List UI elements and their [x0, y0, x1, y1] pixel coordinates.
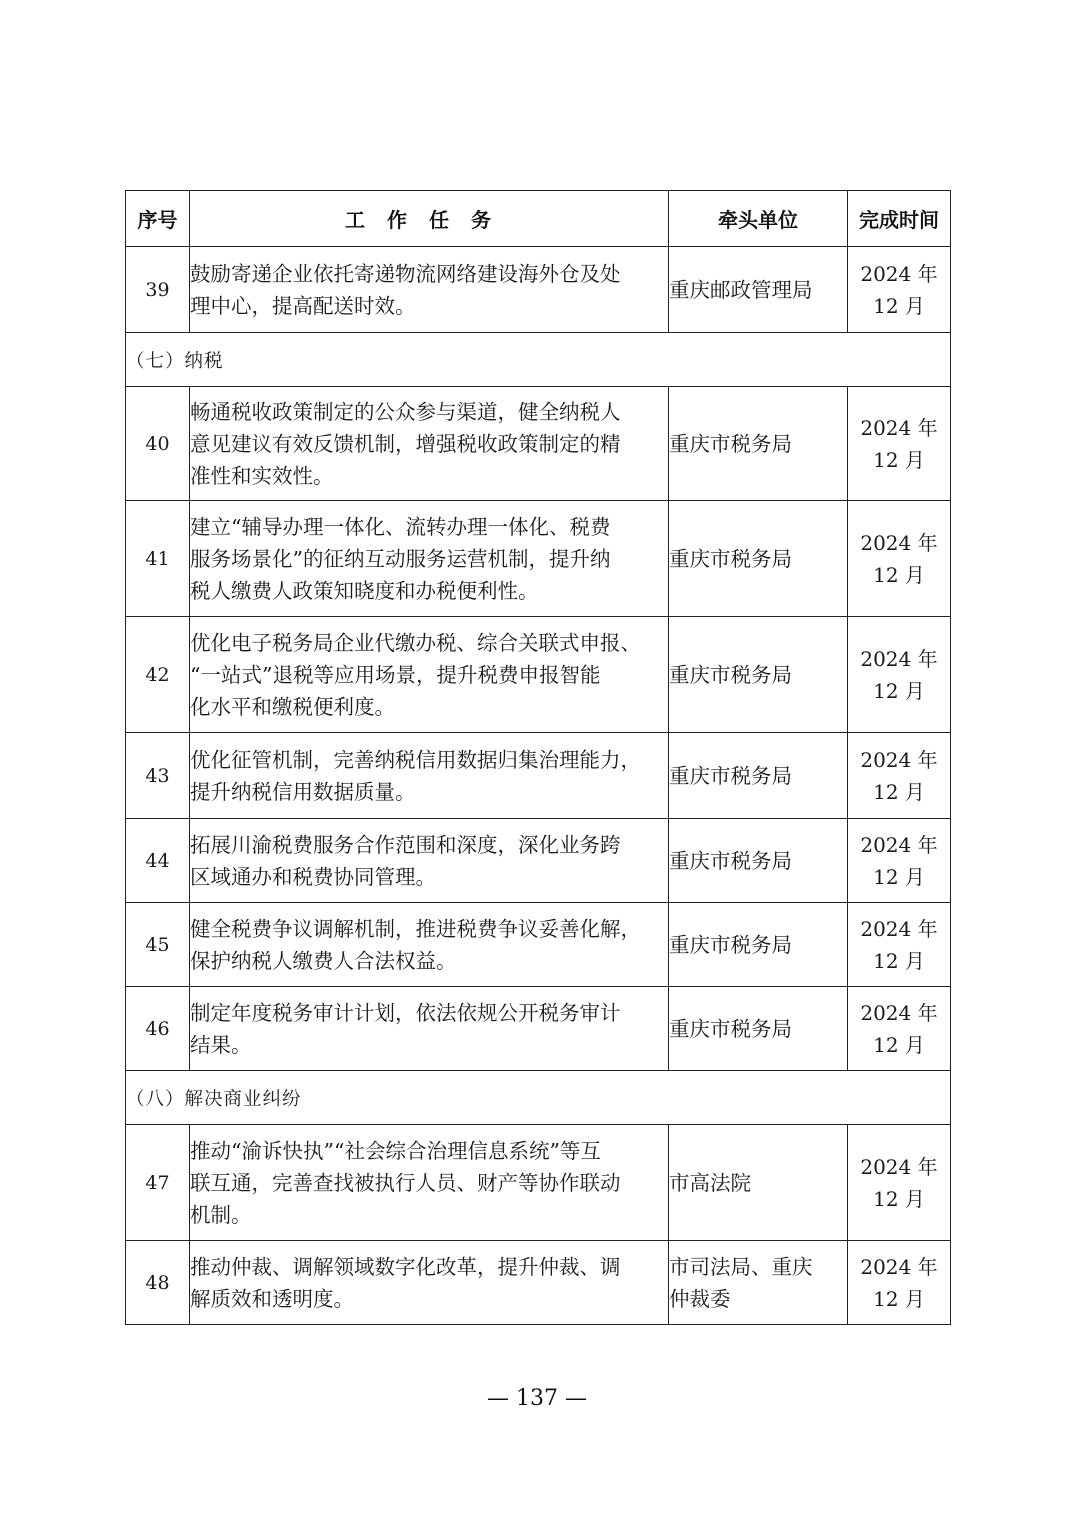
completion-time	[848, 819, 951, 903]
task-description	[190, 387, 669, 501]
completion-time-line: 12 月	[873, 1186, 925, 1211]
task-line: 保护纳税人缴费人合法权益。	[190, 948, 457, 973]
lead-unit-line: 市高法院	[669, 1170, 751, 1195]
task-description	[190, 819, 669, 903]
task-line: 化水平和缴税便利度。	[190, 694, 395, 719]
row-number: 43	[126, 733, 190, 819]
completion-time-line: 12 月	[873, 678, 925, 703]
completion-time	[848, 501, 951, 617]
completion-time-line: 2024 年	[860, 1254, 938, 1279]
task-line: 机制。	[190, 1202, 252, 1227]
lead-unit-line: 重庆市税务局	[669, 546, 792, 571]
task-line: 意见建议有效反馈机制，增强税收政策制定的精	[190, 431, 621, 456]
task-line: 拓展川渝税费服务合作范围和深度，深化业务跨	[190, 832, 621, 857]
completion-time-line: 12 月	[873, 1286, 925, 1311]
row-number: 39	[126, 247, 190, 333]
table-body	[126, 247, 951, 1325]
completion-time	[848, 387, 951, 501]
lead-unit	[669, 501, 848, 617]
lead-unit	[669, 733, 848, 819]
task-line: 推动“渝诉快执”“社会综合治理信息系统”等互	[190, 1138, 601, 1163]
row-number: 44	[126, 819, 190, 903]
completion-time-line: 2024 年	[860, 916, 938, 941]
table-row	[126, 247, 951, 333]
lead-unit	[669, 987, 848, 1071]
table-row	[126, 617, 951, 733]
header-lead: 牵头单位	[669, 191, 848, 247]
completion-time-line: 12 月	[873, 562, 925, 587]
task-description	[190, 501, 669, 617]
completion-time-line: 2024 年	[860, 646, 938, 671]
task-line: 健全税费争议调解机制，推进税费争议妥善化解，	[190, 916, 641, 941]
task-description	[190, 1241, 669, 1325]
task-line: 畅通税收政策制定的公众参与渠道，健全纳税人	[190, 399, 621, 424]
task-line: 服务场景化”的征纳互动服务运营机制，提升纳	[190, 546, 611, 571]
task-line: 准性和实效性。	[190, 463, 334, 488]
table-row	[126, 903, 951, 987]
completion-time	[848, 987, 951, 1071]
lead-unit-line: 仲裁委	[669, 1286, 731, 1311]
lead-unit-line: 重庆市税务局	[669, 1016, 792, 1041]
completion-time-line: 12 月	[873, 779, 925, 804]
lead-unit-line: 重庆市税务局	[669, 848, 792, 873]
row-number: 42	[126, 617, 190, 733]
lead-unit-line: 重庆市税务局	[669, 662, 792, 687]
table-row	[126, 501, 951, 617]
completion-time-line: 2024 年	[860, 747, 938, 772]
lead-unit	[669, 1125, 848, 1241]
completion-time-line: 2024 年	[860, 415, 938, 440]
completion-time-line: 2024 年	[860, 1154, 938, 1179]
task-line: 解质效和透明度。	[190, 1286, 354, 1311]
task-line: 联互通，完善查找被执行人员、财产等协作联动	[190, 1170, 621, 1195]
table-row	[126, 733, 951, 819]
table-row	[126, 1125, 951, 1241]
task-line: 理中心，提高配送时效。	[190, 293, 416, 318]
page-number: — 137 —	[487, 1386, 587, 1411]
task-line: 建立“辅导办理一体化、流转办理一体化、税费	[190, 514, 611, 539]
completion-time	[848, 1125, 951, 1241]
task-description	[190, 1125, 669, 1241]
lead-unit	[669, 903, 848, 987]
completion-time	[848, 247, 951, 333]
task-line: 提升纳税信用数据质量。	[190, 779, 416, 804]
task-description	[190, 733, 669, 819]
task-line: 结果。	[190, 1032, 252, 1057]
header-time: 完成时间	[848, 191, 951, 247]
task-description	[190, 617, 669, 733]
table-row	[126, 387, 951, 501]
lead-unit	[669, 247, 848, 333]
completion-time-line: 2024 年	[860, 832, 938, 857]
completion-time-line: 2024 年	[860, 530, 938, 555]
table-row	[126, 987, 951, 1071]
row-number: 48	[126, 1241, 190, 1325]
completion-time	[848, 617, 951, 733]
section-label: （八）解决商业纠纷	[126, 1071, 951, 1125]
section-label: （七）纳税	[126, 333, 951, 387]
row-number: 45	[126, 903, 190, 987]
task-line: 推动仲裁、调解领域数字化改革，提升仲裁、调	[190, 1254, 621, 1279]
header-no: 序号	[126, 191, 190, 247]
completion-time	[848, 903, 951, 987]
completion-time-line: 2024 年	[860, 261, 938, 286]
row-number: 47	[126, 1125, 190, 1241]
lead-unit	[669, 1241, 848, 1325]
task-line: 区域通办和税费协同管理。	[190, 864, 436, 889]
section-row	[126, 1071, 951, 1125]
task-table	[125, 190, 951, 1325]
lead-unit-line: 重庆市税务局	[669, 763, 792, 788]
completion-time	[848, 1241, 951, 1325]
task-line: 制定年度税务审计计划，依法依规公开税务审计	[190, 1000, 621, 1025]
lead-unit	[669, 387, 848, 501]
section-row	[126, 333, 951, 387]
lead-unit-line: 重庆市税务局	[669, 932, 792, 957]
table-row	[126, 1241, 951, 1325]
completion-time	[848, 733, 951, 819]
completion-time-line: 12 月	[873, 447, 925, 472]
completion-time-line: 2024 年	[860, 1000, 938, 1025]
task-line: 税人缴费人政策知晓度和办税便利性。	[190, 578, 539, 603]
lead-unit	[669, 819, 848, 903]
table-row	[126, 819, 951, 903]
lead-unit	[669, 617, 848, 733]
row-number: 41	[126, 501, 190, 617]
task-line: “一站式”退税等应用场景，提升税费申报智能	[190, 662, 601, 687]
lead-unit-line: 市司法局、重庆	[669, 1254, 813, 1279]
completion-time-line: 12 月	[873, 1032, 925, 1057]
task-line: 优化征管机制，完善纳税信用数据归集治理能力，	[190, 747, 641, 772]
task-description	[190, 903, 669, 987]
header-task: 工作任务	[190, 191, 669, 247]
completion-time-line: 12 月	[873, 293, 925, 318]
table-header-row	[126, 191, 951, 247]
task-description	[190, 247, 669, 333]
task-description	[190, 987, 669, 1071]
task-line: 优化电子税务局企业代缴办税、综合关联式申报、	[190, 630, 641, 655]
task-line: 鼓励寄递企业依托寄递物流网络建设海外仓及处	[190, 261, 621, 286]
completion-time-line: 12 月	[873, 948, 925, 973]
row-number: 46	[126, 987, 190, 1071]
lead-unit-line: 重庆邮政管理局	[669, 277, 813, 302]
completion-time-line: 12 月	[873, 864, 925, 889]
lead-unit-line: 重庆市税务局	[669, 431, 792, 456]
row-number: 40	[126, 387, 190, 501]
